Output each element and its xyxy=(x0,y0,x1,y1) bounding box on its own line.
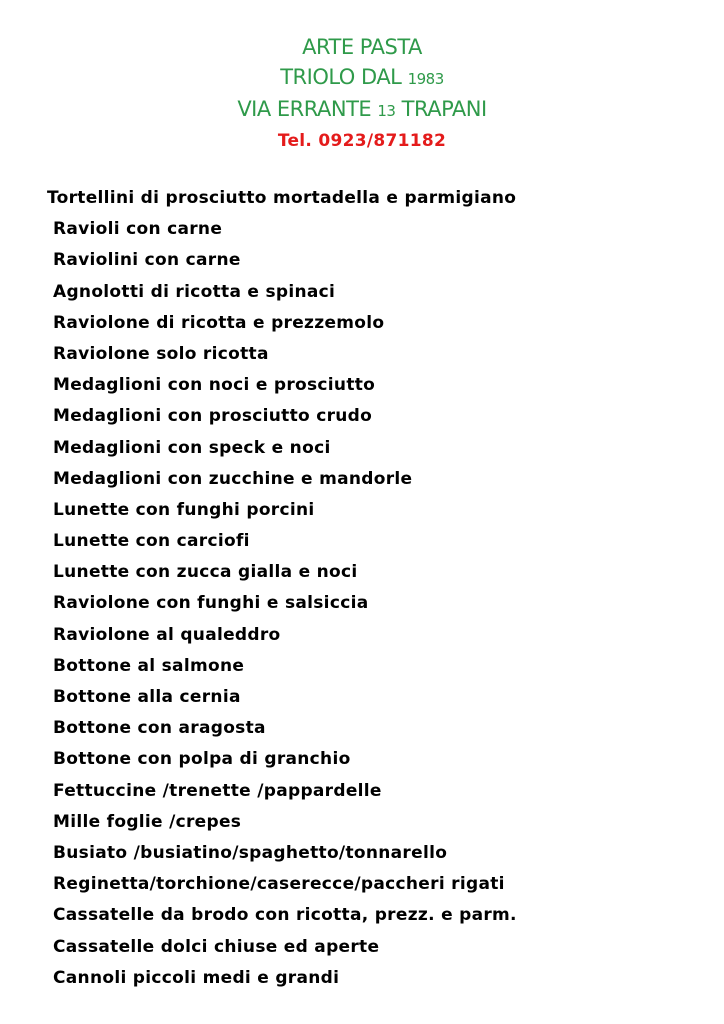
menu-item: Cannoli piccoli medi e grandi xyxy=(53,967,340,988)
menu-item: Raviolone di ricotta e prezzemolo xyxy=(53,312,385,333)
menu-item: Fettuccine /trenette /pappardelle xyxy=(53,780,382,801)
menu-item: Cassatelle da brodo con ricotta, prezz. e parm. xyxy=(53,905,517,926)
shop-name xyxy=(0,32,724,62)
menu-item: Raviolone al qualeddro xyxy=(53,624,281,645)
menu-item: Raviolone solo ricotta xyxy=(53,343,269,364)
menu-item: Medaglioni con speck e noci xyxy=(53,437,331,458)
menu-item: Agnolotti di ricotta e spinaci xyxy=(53,281,336,302)
menu-item: Lunette con carciofi xyxy=(53,531,250,552)
menu-item: Tortellini di prosciutto mortadella e parmigiano xyxy=(47,188,517,208)
shop-since-text: TRIOLO DAL xyxy=(280,65,402,89)
shop-since xyxy=(0,62,724,94)
shop-since-year: 1983 xyxy=(407,70,444,88)
menu-item: Reginetta/torchione/caserecce/paccheri rigati xyxy=(53,874,505,895)
menu-item: Bottone alla cernia xyxy=(53,687,241,707)
menu-item: Mille foglie /crepes xyxy=(53,811,242,832)
shop-phone: Tel. 0923/871182 xyxy=(277,131,447,151)
menu-item: Bottone al salmone xyxy=(53,655,245,676)
menu-item: Raviolone con funghi e salsiccia xyxy=(53,593,369,614)
menu-item: Cassatelle dolci chiuse ed aperte xyxy=(53,936,380,957)
shop-header xyxy=(0,32,724,156)
shop-address-city: TRAPANI xyxy=(401,97,487,121)
shop-address-number: 13 xyxy=(377,102,396,120)
menu-item: Medaglioni con noci e prosciutto xyxy=(53,375,376,396)
pasta-menu-list xyxy=(47,183,517,994)
menu-item: Medaglioni con prosciutto crudo xyxy=(53,406,373,427)
menu-item: Raviolini con carne xyxy=(53,250,241,271)
menu-item: Lunette con zucca gialla e noci xyxy=(53,562,358,583)
shop-name-text: ARTE PASTA xyxy=(302,35,422,59)
menu-item: Busiato /busiatino/spaghetto/tonnarello xyxy=(53,842,448,863)
shop-address xyxy=(0,94,724,126)
menu-item: Lunette con funghi porcini xyxy=(53,499,315,520)
shop-address-street: VIA ERRANTE xyxy=(237,97,372,121)
menu-item: Bottone con aragosta xyxy=(53,718,266,739)
menu-item: Ravioli con carne xyxy=(53,219,223,240)
menu-item: Medaglioni con zucchine e mandorle xyxy=(53,468,413,489)
menu-item: Bottone con polpa di granchio xyxy=(53,749,351,770)
